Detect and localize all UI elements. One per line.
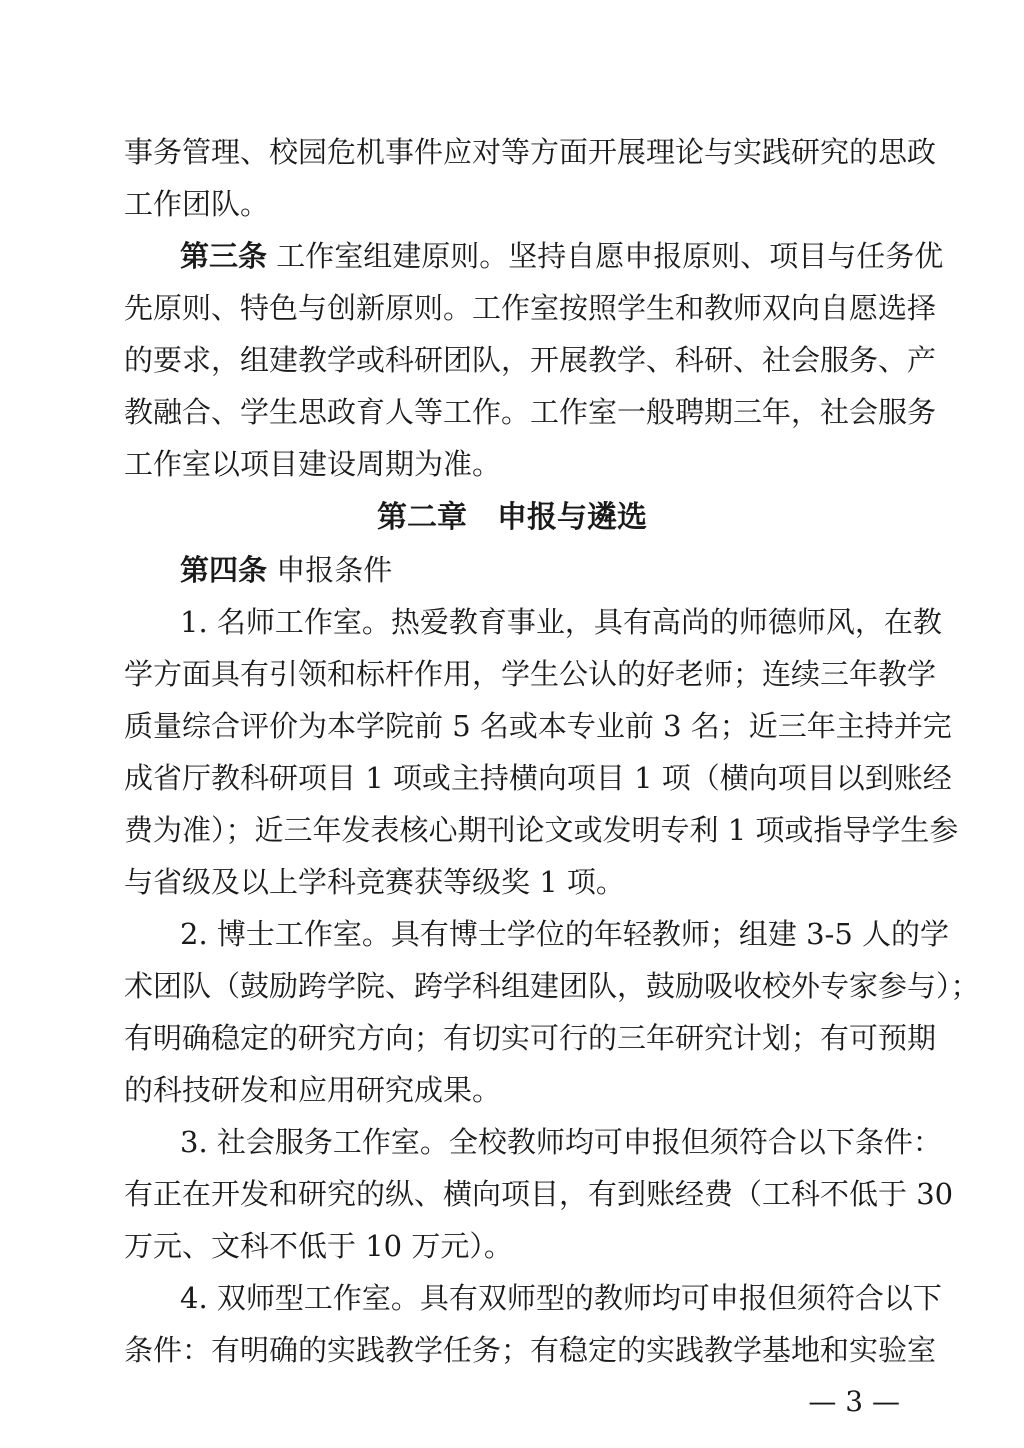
list-item-line: 4. 双师型工作室。具有双师型的教师均可申报但须符合以下 [180, 1281, 942, 1315]
article-3-text: 工作室组建原则。坚持自愿申报原则、项目与任务优 [267, 239, 944, 273]
article-3-heading: 第三条 [180, 239, 268, 273]
list-item-line: 万元、文科不低于 10 万元）。 [124, 1229, 513, 1263]
list-item-line: 学方面具有引领和标杆作用，学生公认的好老师；连续三年教学 [124, 657, 937, 691]
list-item-line: 2. 博士工作室。具有博士学位的年轻教师；组建 3-5 人的学 [180, 917, 950, 951]
list-item-line: 费为准）；近三年发表核心期刊论文或发明专利 1 项或指导学生参 [124, 813, 959, 847]
article-4-heading: 第四条 [180, 553, 268, 587]
article-3-first-line [180, 236, 944, 276]
paragraph-line: 的要求，组建教学或科研团队，开展教学、科研、社会服务、产 [124, 343, 937, 377]
list-item-line: 术团队（鼓励跨学院、跨学科组建团队，鼓励吸收校外专家参与）； [124, 969, 980, 1003]
article-4-text: 申报条件 [267, 553, 393, 587]
page-number: — 3 — [808, 1385, 900, 1418]
list-item-line: 成省厅教科研项目 1 项或主持横向项目 1 项（横向项目以到账经 [124, 761, 952, 795]
paragraph-line: 先原则、特色与创新原则。工作室按照学生和教师双向自愿选择 [124, 291, 937, 325]
chapter-title: 第二章 申报与遴选 [377, 500, 647, 535]
list-item-line: 有明确稳定的研究方向；有切实可行的三年研究计划；有可预期 [124, 1021, 937, 1055]
list-item-line: 条件：有明确的实践教学任务；有稳定的实践教学基地和实验室 [124, 1333, 937, 1367]
list-item-line: 的科技研发和应用研究成果。 [124, 1073, 502, 1107]
paragraph-line: 工作室以项目建设周期为准。 [124, 447, 502, 481]
paragraph-line: 工作团队。 [124, 187, 270, 221]
paragraph-line: 事务管理、校园危机事件应对等方面开展理论与实践研究的思政 [124, 135, 937, 169]
list-item-line: 与省级及以上学科竞赛获等级奖 1 项。 [124, 865, 625, 899]
list-item-line: 质量综合评价为本学院前 5 名或本专业前 3 名；近三年主持并完 [124, 709, 952, 743]
list-item-line: 有正在开发和研究的纵、横向项目，有到账经费（工科不低于 30 [124, 1177, 954, 1211]
article-4-line [180, 550, 900, 590]
paragraph-line: 教融合、学生思政育人等工作。工作室一般聘期三年，社会服务 [124, 395, 937, 429]
list-item-line: 1. 名师工作室。热爱教育事业，具有高尚的师德师风，在教 [180, 605, 942, 639]
list-item-line: 3. 社会服务工作室。全校教师均可申报但须符合以下条件： [180, 1125, 942, 1159]
